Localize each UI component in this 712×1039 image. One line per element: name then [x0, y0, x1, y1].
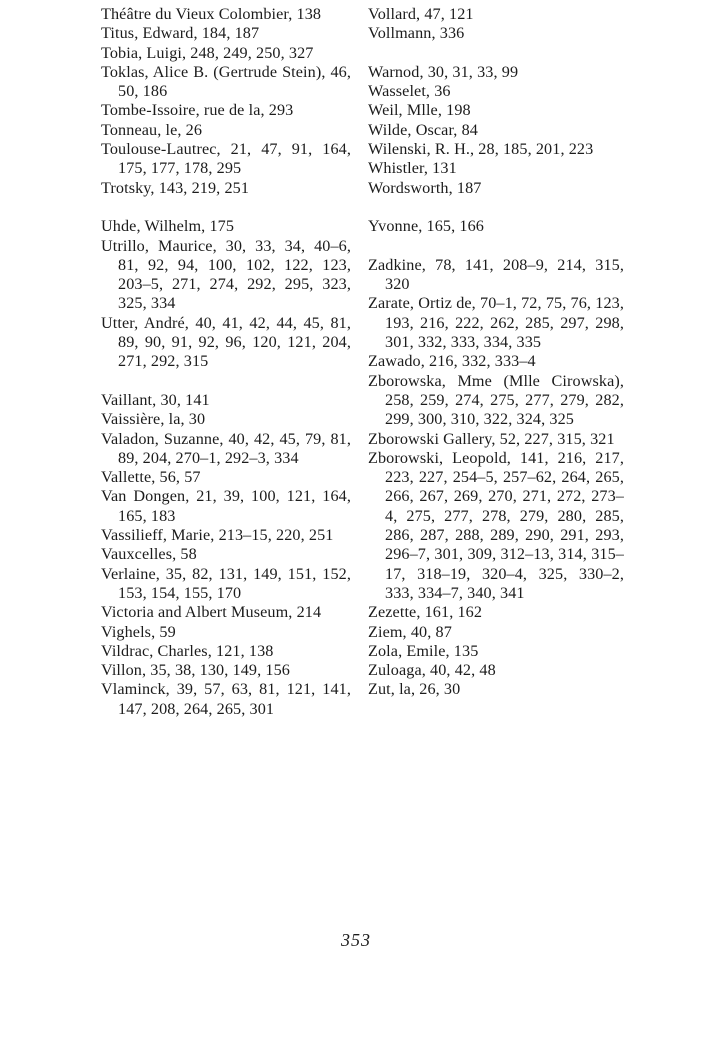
index-entry: Tobia, Luigi, 248, 249, 250, 327 [101, 43, 314, 62]
index-entry: Wilenski, R. H., 28, 185, 201, 223 [368, 140, 594, 159]
index-entry: Warnod, 30, 31, 33, 99 [368, 62, 519, 81]
index-entry: Ziem, 40, 87 [368, 622, 452, 641]
index-entry: Toklas, Alice B. (Gertrude Stein), 46, 50, 186 [101, 62, 351, 101]
index-entry: Villon, 35, 38, 130, 149, 156 [101, 661, 290, 680]
index-entry: Vauxcelles, 58 [101, 545, 197, 564]
index-entry: Zarate, Ortiz de, 70–1, 72, 75, 76, 123, 193, 216, 222, 262, 285, 297, 298, 301, 332, 333, 334, 335 [368, 294, 624, 352]
index-entry: Zborowski, Leopold, 141, 216, 217, 223, 227, 254–5, 257–62, 264, 265, 266, 267, 269, 270, 271, 272, 273–4, 275, 277, 278, 279, 280, 285, 286, 287, 288, 289, 290, 291, 293, 296–7, 301, 309, 312–13, 314, 315–17, 318–19, 320–4, 325, 330–2, 333, 334–7, 340, 341 [368, 448, 624, 602]
index-entry: Vassilieff, Marie, 213–15, 220, 251 [101, 526, 334, 545]
index-entry: Uhde, Wilhelm, 175 [101, 217, 235, 236]
index-entry: Wasselet, 36 [368, 82, 451, 101]
index-entry: Verlaine, 35, 82, 131, 149, 151, 152, 153, 154, 155, 170 [101, 564, 351, 602]
letter-group-gap [368, 237, 624, 256]
index-entry: Wilde, Oscar, 84 [368, 120, 478, 139]
index-entry: Zut, la, 26, 30 [368, 680, 461, 699]
index-entry: Tonneau, le, 26 [101, 120, 203, 139]
index-entry: Trotsky, 143, 219, 251 [101, 178, 250, 197]
index-entry: Vlaminck, 39, 57, 63, 81, 121, 141, 147, 208, 264, 265, 301 [101, 680, 351, 718]
index-entry: Vaillant, 30, 141 [101, 390, 210, 409]
index-column-right [368, 5, 624, 700]
index-entry: Valadon, Suzanne, 40, 42, 45, 79, 81, 89, 204, 270–1, 292–3, 334 [101, 429, 351, 467]
index-entry: Théâtre du Vieux Colombier, 138 [101, 5, 322, 23]
index-entry: Toulouse-Lautrec, 21, 47, 91, 164, 175, 177, 178, 295 [101, 140, 351, 178]
index-entry: Van Dongen, 21, 39, 100, 121, 164, 165, 183 [101, 487, 351, 525]
index-entry: Zezette, 161, 162 [368, 603, 483, 622]
index-entry: Utter, André, 40, 41, 42, 44, 45, 81, 89, 90, 91, 92, 96, 120, 121, 204, 271, 292, 315 [101, 313, 351, 371]
index-entry: Zadkine, 78, 141, 208–9, 214, 315, 320 [368, 255, 624, 294]
index-entry: Zola, Emile, 135 [368, 641, 479, 660]
index-entry: Wordsworth, 187 [368, 178, 482, 197]
index-column-left [101, 5, 351, 719]
letter-group-gap [101, 198, 351, 217]
letter-group-gap [368, 44, 624, 63]
index-entry: Tombe-Issoire, rue de la, 293 [101, 101, 294, 120]
index-entry: Vighels, 59 [101, 622, 176, 641]
index-entry: Vildrac, Charles, 121, 138 [101, 641, 274, 660]
index-entry: Vaissière, la, 30 [101, 410, 206, 429]
index-entry: Zborowski Gallery, 52, 227, 315, 321 [368, 429, 615, 448]
letter-group-gap [101, 372, 351, 391]
index-entry: Vollard, 47, 121 [368, 5, 474, 23]
letter-group-gap [368, 198, 624, 217]
index-entry: Whistler, 131 [368, 159, 457, 178]
index-entry: Vollmann, 336 [368, 24, 465, 43]
index-entry: Zawado, 216, 332, 333–4 [368, 352, 536, 371]
index-entry: Victoria and Albert Museum, 214 [101, 603, 322, 622]
index-entry: Titus, Edward, 184, 187 [101, 24, 260, 43]
index-entry: Zuloaga, 40, 42, 48 [368, 661, 496, 680]
index-entry: Utrillo, Maurice, 30, 33, 34, 40–6, 81, 92, 94, 100, 102, 122, 123, 203–5, 271, 274, 292, 295, 323, 325, 334 [101, 236, 351, 313]
index-entry: Vallette, 56, 57 [101, 468, 201, 487]
index-entry: Zborowska, Mme (Mlle Cirowska), 258, 259, 274, 275, 277, 279, 282, 299, 300, 310, 322, 324, 325 [368, 371, 624, 429]
index-entry: Yvonne, 165, 166 [368, 217, 484, 236]
index-entry: Weil, Mlle, 198 [368, 101, 471, 120]
page-number: 353 [341, 930, 371, 950]
